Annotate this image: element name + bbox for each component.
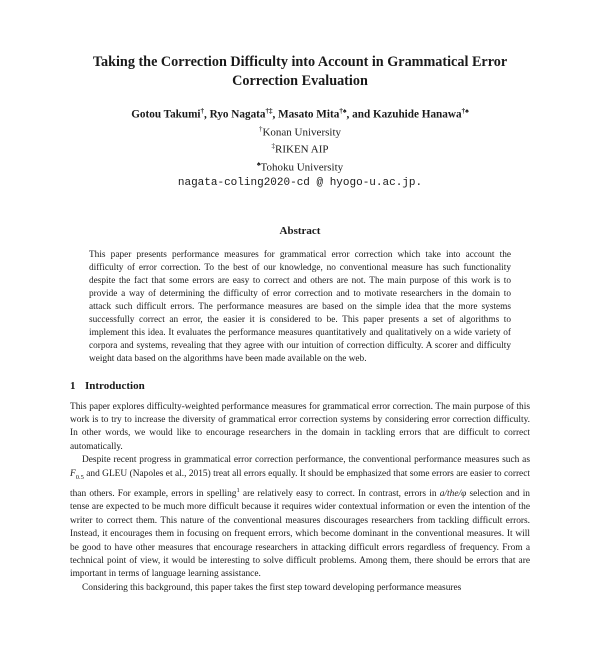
intro-paragraph-1: This paper explores difficulty-weighted performance measures for grammatical error correction. The main purpose of this work is to try to increase the diversity of grammatical error correction systems by considering error correction difficulty. In other words, we would like to encourage researchers in the domain in tackling errors that are difficult to correct automatically. (70, 401, 530, 452)
abstract-text: This paper presents performance measures for grammatical error correction which take into account the difficulty of error correction. To the best of our knowledge, no conventional measure has such functionality despite the fact that some errors are easy to correct and others are not. The main purpose of this work is to provide a way of determining the difficulty of error correction and to motivate researchers in the domain to attack such difficult errors. The performance measures are based on the simple idea that the more systems successfully correct an error, the easier it is considered to be. This paper presents a set of algorithms to implement this idea. It evaluates the performance measures quantitatively and qualitatively on a wide variety of corpora and systems, revealing that they agree with our intuition of correction difficulty. A scorer and difficulty weight data based on the algorithms have been made available on the web. (89, 249, 511, 365)
paragraph-text: selection and in tense are expected to be much more difficult because it requires wider contextual information or even the intention of the writer to correct them. This nature of the conventional measures discourages researchers from tackling difficult errors. Instead, it encourages them in focusing on frequent errors, which become dominant in the conventional measures. It will be good to have other measures that encourage researchers in attacking difficult errors regardless of frequency. From a technical point of view, it would be interesting to solve difficult problems. Among them, there should be errors that are important in terms of language learning assistance. (70, 488, 530, 580)
author-name: Gotou Takumi (131, 108, 201, 121)
affiliation (70, 139, 530, 157)
author-name: Kazuhide Hanawa (372, 108, 462, 121)
intro-paragraph-3: Considering this background, this paper takes the first step toward developing performance measures (82, 582, 462, 593)
author-mark: †‡ (265, 107, 273, 115)
paper-page (0, 53, 600, 653)
paragraph-text: Despite recent progress in grammatical error correction performance, the conventional performance measures such as (82, 455, 530, 466)
section-title: Introduction (85, 379, 145, 392)
paper-title (70, 53, 530, 91)
affiliation-name: Tohoku University (260, 161, 344, 174)
paper-title-line-2: Correction Evaluation (232, 73, 368, 89)
author-name: Ryo Nagata (209, 108, 266, 121)
abstract-heading: Abstract (279, 224, 321, 237)
contact-email[interactable]: nagata-coling2020-cd @ hyogo-u.ac.jp. (177, 176, 423, 189)
section-number: 1 (70, 379, 76, 392)
f-measure-symbol: F (70, 468, 76, 479)
author-name: Masato Mita (278, 108, 340, 121)
paragraph-text: and GLEU (Napoles et al., 2015) treat all errors equally. It should be emphasized that some errors are easier to correct than others. For example, errors in spelling (70, 468, 530, 499)
affiliation (70, 157, 530, 175)
intro-paragraph-2 (70, 454, 530, 582)
paper-title-line-1: Taking the Correction Difficulty into Account in Grammatical Error (92, 54, 508, 70)
section-heading-introduction (70, 379, 530, 393)
author-mark: † (200, 107, 205, 115)
article-error-term: a/the/φ (439, 488, 467, 499)
author-mark: †♠ (339, 107, 347, 115)
author-mark: †♠ (461, 107, 469, 115)
author-list: Gotou Takumi†, Ryo Nagata†‡, Masato Mita†♠, and Kazuhide Hanawa†♠ (131, 107, 469, 121)
affiliation-mark: † (258, 124, 263, 133)
affiliation-mark: ‡ (271, 142, 275, 151)
affiliation-name: RIKEN AIP (275, 144, 329, 157)
author-conjunction: and (352, 108, 371, 121)
f-measure-subscript: 0.5 (75, 473, 84, 481)
footnote-mark[interactable]: 1 (236, 486, 240, 494)
affiliation (70, 122, 530, 140)
affiliation-mark: ♠ (256, 160, 261, 169)
paragraph-text: are relatively easy to correct. In contrast, errors in (239, 488, 440, 499)
affiliation-name: Konan University (262, 126, 341, 139)
